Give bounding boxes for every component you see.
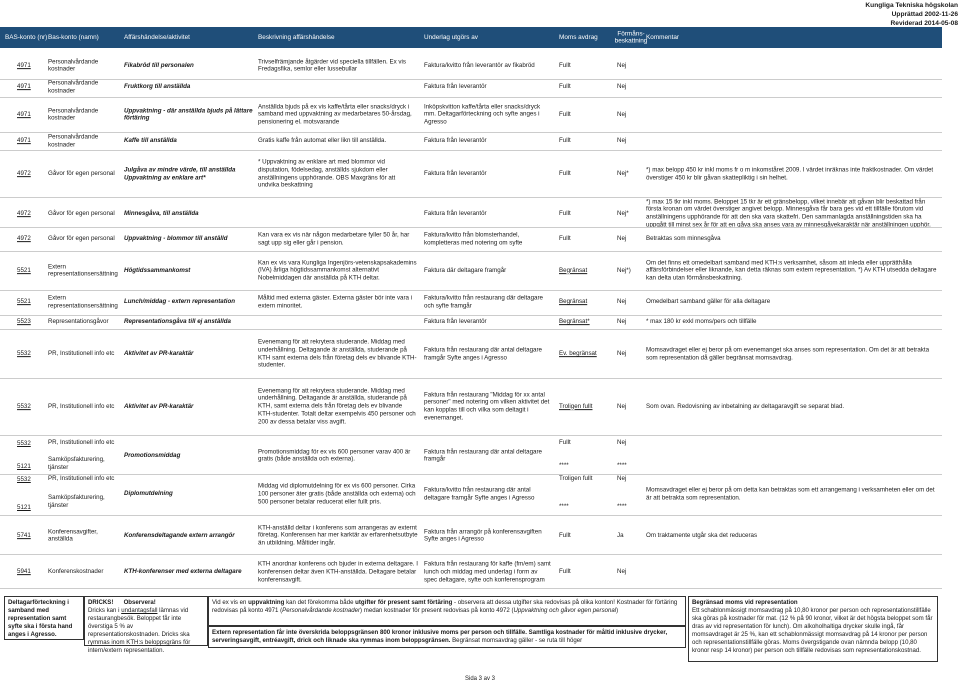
cell-akt: Konferensdeltagande extern arrangör [124,531,235,539]
row-divider [0,329,942,330]
table-row [0,316,942,328]
cell-moms: Fullt [559,61,571,69]
cell-besk: * Uppvaktning av enklare art med blommor vid disputation, födelsedag, anställds sjukdom eller anställningens upphörande. OBS Maxgräns för att undvika beskattning [258,158,396,189]
col-aktivitet: Affärshändelse/aktivitet [124,33,190,41]
cell-akt: Uppvaktning - där anställda bjuds på lättare förtäring [124,106,253,122]
cell-besk: Trivselfrämjande åtgärder vid speciella tillfällen. Ex vis Fredagsfika, semlor eller lussebullar [258,57,406,73]
cell-namn2: Samköpsfakturering, tjänster [48,494,105,509]
table-row [0,290,942,314]
row-divider [0,150,942,151]
cell-besk: KTH anordnar konferens och bjuder in externa deltagare. I konferensen deltar även KTH-anställda. Deltagare betalar konferensavgift. [258,560,418,583]
cell-namn: Representationsgåvor [48,318,109,326]
cell-namn: Konferenskostnader [48,568,104,576]
dricks-text-u: undantagsfall [121,606,158,614]
cell-underlag: Faktura/kvitto från restaurang där antal deltagare framgår Syfte anges i Agresso [424,486,535,501]
cell-komm: Momsavdraget eller ej beror på om evenemanget ska anses som representation. Om det är att betrakta som representation då gäller begränsat momsavdrag. [646,346,930,361]
cell-akt: Aktivitet av PR-karaktär [124,350,194,358]
cell-underlag: Faktura från leverantör [424,209,487,217]
org-name: Kungliga Tekniska högskolan [865,2,958,9]
cell-nr: 5523 [17,318,31,326]
cell-moms: Begränsat [559,298,588,306]
org-header [865,2,958,29]
table-row [0,198,942,229]
cell-underlag: Faktura/kvitto från restaurang där deltagare och syfte framgår [424,294,544,309]
cell-forman: Nej [617,110,627,118]
cell-nr: 4971 [17,83,31,91]
table-row [0,78,942,96]
cell-forman: Nej [617,475,627,482]
cell-namn: Personalvårdande kostnader [48,79,99,94]
cell-besk: KTH-anställd deltar i konferens som arrangeras av externt företag. Konferensen har mer karktär av erfarenhetsutbyte än utbildning. Måltider ingår. [258,523,418,547]
cell-forman: Nej [617,318,627,326]
upp-e: - observera att dessa utgifter ska redovisas på olika konton! Kostnader för förtäring redovisas på konto 4971 ( [212,599,678,614]
cell-namn2: Samköpsfakturering, tjänster [48,456,105,471]
cell-namn: Extern representationsersättning [48,294,118,309]
cell-forman: Ja [617,531,624,539]
cell-besk: Måltid med externa gäster. Externa gäster bör inte vara i extern minoritet. [258,294,413,309]
cell-forman: Nej [617,83,627,91]
cell-nr: 4971 [17,137,31,145]
table-row [0,152,942,196]
table-row [0,228,942,250]
cell-underlag: Faktura/kvitto från blomsterhandel, kompletteras med notering om syfte [424,231,523,246]
upp-b: uppvaktning [248,599,285,606]
cell-moms: Begränsat* [559,318,590,326]
cell-namn: PR, Institutionell info etc [48,439,115,446]
cell-besk: Gratis kaffe från automat eller likn till anställda. [258,137,387,145]
cell-underlag: Faktura från restaurang "Middag för xx antal personer" med notering om vilken aktivitet det kan kopplas till och vilka som deltagit i evenemanget. [424,391,550,422]
cell-nr: 5532 [17,476,31,483]
upp-a: Vid ex vis en [212,599,249,606]
cell-moms: Fullt [559,209,571,217]
upp-f: Personalvårdande kostnader [282,606,361,614]
upp-i: ) [616,606,619,614]
cell-moms: Fullt [559,83,571,91]
dricks-text-a: Dricks kan i [88,606,122,614]
cell-akt: Diplomutdelning [124,490,173,498]
cell-nr2: 5121 [17,463,31,470]
cell-moms2: **** [559,503,569,510]
table-row [0,438,942,473]
table-row [0,379,942,434]
table-row [0,474,942,514]
col-kommentar: Kommentar [646,33,680,41]
upp-c: kan det förekomma både [284,599,356,606]
cell-forman: Nej [617,350,627,358]
note-box-extern-representation [208,626,686,648]
cell-moms: Troligen fullt [559,402,593,410]
cell-moms: Fullt [559,235,571,243]
cell-akt: Lunch/middag - extern representation [124,298,236,306]
cell-underlag: Inköpskvitton kaffe/tårta eller snacks/dryck mm. Deltagarförteckning och syfte anges i Agresso [424,102,541,126]
cell-moms: Troligen fullt [559,475,593,482]
cell-underlag: Faktura från leverantör [424,170,487,178]
note-box-deltagare [4,596,84,640]
cell-akt: Högtidssammankomst [124,266,191,274]
cell-nr: 5532 [17,402,31,410]
cell-akt: Uppvaktning - blommor till anställd [124,235,228,243]
cell-nr: 5741 [17,531,31,539]
column-header-bar [0,27,942,48]
moms-box-title: Begränsad moms vid representation [692,599,798,606]
cell-moms: Fullt [559,170,571,178]
moms-box-body: Ett schablonmässigt momsavdrag på 10,80 kronor per person och representationstillfälle ska göras på kostnader för mat. (12 % på 90 kronor, vilket är det högsta beloppet som får dras av vid representation för lunch). Om alkoholhaltiga drycker skulle ingå, får momsavdraget är 25 %, kan ett schablonmässigt momsavdrag på 14 kronor per person och representationstillfälle göras. Moms övergstigande ovan nämnda belopp (10,80 kronor resp 14 kronor) per person och tillfälle redovisas som representationskostnad. [692,606,933,654]
col-forman: Förmåns- beskattning [614,29,648,45]
note-box-dricks [84,596,208,654]
cell-forman: Nej [617,61,627,69]
dricks-text-b: lämnas vid restaurangbesök. Beloppet får inte överstiga 5 % av representationskostnaden. Dricks ska rymmas inom KTH:s beloppsgräns för intern/extern representation. [88,606,191,654]
upp-g: ) medan kostnader för present redovisas på konto 4972 ( [360,606,514,614]
cell-moms: Fullt [559,439,571,446]
cell-nr2: 5121 [17,504,31,511]
cell-moms: Fullt [559,137,571,145]
cell-moms: Fullt [559,110,571,118]
cell-underlag: Faktura från leverantör [424,318,487,326]
cell-moms2: **** [559,462,569,469]
row-divider [0,588,942,589]
cell-nr: 5521 [17,298,31,306]
cell-nr: 5941 [17,568,31,576]
table-row [0,557,942,587]
cell-underlag: Faktura från leverantör [424,83,487,91]
cell-akt: Promotionsmiddag [124,451,181,459]
cell-forman: Nej [617,298,627,306]
cell-underlag: Faktura från leverantör [424,137,487,145]
col-moms: Moms avdrag [559,33,598,41]
cell-akt: Fikabröd till personalen [124,61,194,69]
cell-underlag: Faktura där deltagare framgår [424,266,507,274]
upp-d: utgifter för present samt förtäring [355,599,453,606]
cell-namn: Personalvårdande kostnader [48,57,99,73]
cell-forman: Nej [617,402,627,410]
col-bas-nr: BAS-konto (nr) [5,33,48,41]
cell-nr: 5532 [17,440,31,447]
table-row [0,98,942,131]
cell-underlag: Faktura från restaurang där antal deltagare framgår [424,447,542,463]
cell-underlag: Faktura från restaurang för kaffe (fm/em) samt lunch och middag med underlag i form av spec deltagare, syfte och konferensprogram [424,560,551,583]
row-divider [0,435,942,436]
cell-besk: Middag vid diplomutdelning för ex vis 600 personer. Cirka 100 personer äter gratis (både anställda och externa) och 500 personer betalar reducerat eller fullt pris. [258,482,416,505]
cell-namn: Konferensavgifter, anställda [48,527,98,543]
cell-nr: 4972 [17,209,31,217]
cell-besk: Evenemang för att rekrytera studerande. Middag med underhållning. Deltagande är anställda, studerande på KTH samt externa dels från företag dels ev blivande KTH-studenter. [258,338,417,369]
cell-forman: Nej* [617,170,629,178]
col-underlag: Underlag utgörs av [424,33,478,41]
dricks-title: DRICKS! [88,599,114,606]
cell-namn: Gåvor för egen personal [48,235,115,243]
cell-forman2: **** [617,462,627,469]
cell-komm: *) max 15 tkr inkl moms. Beloppet 15 tkr är ett gränsbelopp, vilket innebär att gåvan blir beskattad från första kronan om värdet överstiger angivet belopp. Minnesgåva får bara ges vid ett tillfälle förutom vid anställningens upphörande för att den ska vara skattefri. Den sammanlagda anställningstiden ska ha uppgått till minst sex år för att en gåva ska anses vara av minnesgåvekaraktär när anställningen upphör. [646,198,931,229]
cell-besk: Anställda bjuds på ex vis kaffe/tårta eller snacks/dryck i samband med uppvaktning av medarbetares 50-årsdag, pensionering el. motsvarande [258,102,412,126]
cell-forman2: **** [617,503,627,510]
note-box-begransad-moms [688,596,938,662]
cell-besk: Promotionsmiddag för ex vis 600 personer varav 400 är gratis (både anställda och externa). [258,447,411,463]
cell-underlag: Faktura/kvitto från leverantör av fikabröd [424,61,535,69]
cell-nr: 4972 [17,170,31,178]
cell-nr: 4971 [17,110,31,118]
cell-namn: Gåvor för egen personal [48,170,115,178]
cell-akt: Minnesgåva, till anställda [124,209,199,217]
extern-rep-rest: Begränsat momsavdrag gäller - se ruta till höger [450,636,583,644]
cell-namn: PR, Institutionell info etc [48,402,115,410]
cell-nr: 5532 [17,350,31,358]
cell-komm: Momsavdraget eller ej beror på om detta kan betraktas som ett arrangemang i verksamheten eller om det är att betrakta som representation. [646,486,935,501]
note-deltagare-text: Deltagarförteckning i samband med representation samt syfte ska i första hand anges i Agresso. [8,599,73,638]
col-beskrivning: Beskrivning affärshändelse [258,33,335,41]
cell-besk: Evenemang för att rekrytera studerande. Middag med underhållning. Deltagande är anställda, studerande på KTH, samt externa dels från företag dels ev blivande KTH-studenter. Totalt deltar exempelvis 450 personer och 200 av dessa betalar viss avgift. [258,387,416,426]
table-row [0,133,942,149]
cell-underlag: Faktura från restaurang där antal deltagare framgår Syfte anges i Agresso [424,346,542,361]
cell-namn: Extern representationsersättning [48,262,118,278]
cell-moms: Ev. begränsat [559,350,597,358]
created-date: Upprättad 2002-11-26 [891,10,958,18]
table-row [0,518,942,553]
cell-nr: 5521 [17,266,31,274]
table-row [0,53,942,78]
cell-komm: Som ovan. Redovisning av inbetalning av deltagaravgift se separat blad. [646,402,845,410]
cell-komm: Omedelbart samband gäller för alla deltagare [646,298,771,306]
cell-namn: Gåvor för egen personal [48,209,115,217]
cell-forman: Nej [617,568,627,576]
cell-namn: Personalvårdande kostnader [48,133,99,148]
cell-forman: Nej [617,137,627,145]
row-divider [0,515,942,516]
cell-moms: Fullt [559,531,571,539]
cell-forman: Nej*) [617,266,631,274]
cell-namn: PR, Institutionell info etc [48,350,115,358]
table-row [0,331,942,377]
col-bas-namn: Bas-konto (namn) [48,33,99,41]
cell-akt: KTH-konferenser med externa deltagare [124,568,242,576]
cell-namn: Personalvårdande kostnader [48,106,99,122]
revised-date: Reviderad 2014-05-08 [890,19,958,27]
cell-besk: Kan vara ex vis när någon medarbetare fyller 50 år, har sagt upp sig eller går i pension. [258,231,410,246]
upp-h: Uppvaktning och gåvor egen personal [513,606,617,614]
row-divider [0,554,942,555]
cell-akt: Kaffe till anställda [124,137,177,145]
cell-akt: Aktivitet av PR-karaktär [124,402,194,410]
dricks-observera: Observera! [123,599,156,606]
cell-komm: * max 180 kr exkl moms/pers och tillfälle [646,318,757,326]
cell-akt: Julgåva av mindre värde, till anställda Uppvaktning av enklare art* [124,166,236,181]
cell-akt: Fruktkorg till anställda [124,83,191,91]
cell-nr: 4971 [17,61,31,69]
cell-forman: Nej [617,235,627,243]
cell-komm: Om det finns ett omedelbart samband med KTH:s verksamhet, såsom att inleda eller upprätthålla affärsförbindelser eller liknande, kan detta räknas som extern representation. *) Av KTH utsedda deltagare kan delta utan förmånsbeskattning. [646,258,937,282]
cell-moms: Fullt [559,568,571,576]
cell-komm: Om traktamente utgår ska det reduceras [646,531,758,539]
page-footer: Sida 3 av 3 [464,676,496,682]
extern-rep-bold: Extern representation får inte överskrida beloppsgränsen 800 kronor inklusive moms per person och tillfälle. Samtliga kostnader för måltid inklusive drycker, serveringsavgift, entréavgift, drick och liknade ska rymmas inom beloppsgränsen. [212,629,668,644]
cell-akt: Representationsgåva till ej anställda [124,318,231,326]
cell-nr: 4972 [17,235,31,243]
cell-besk: Kan ex vis vara Kungliga Ingenjörs-vetenskapsakademins (IVA) årliga högtidssammankomst alternativt Nobelmiddagen där anställda på KTH deltar. [258,258,417,282]
note-box-uppvaktning [208,596,686,626]
cell-moms: Begränsat [559,266,588,274]
cell-komm: *) max belopp 450 kr inkl moms fr o m inkomståret 2009. I värdet inräknas inte fraktkostnader. Om värdet överstiger 450 kr blir gåvan skattepliktig i sin helhet. [646,166,934,181]
table-row [0,252,942,289]
cell-forman: Nej* [617,209,629,217]
cell-komm: Betraktas som minnesgåva [646,235,721,243]
cell-namn: PR, Institutionell info etc [48,475,115,482]
cell-underlag: Faktura från arrangör på konferensavgiften Syfte anges i Agresso [424,527,542,543]
cell-forman: Nej [617,439,627,446]
